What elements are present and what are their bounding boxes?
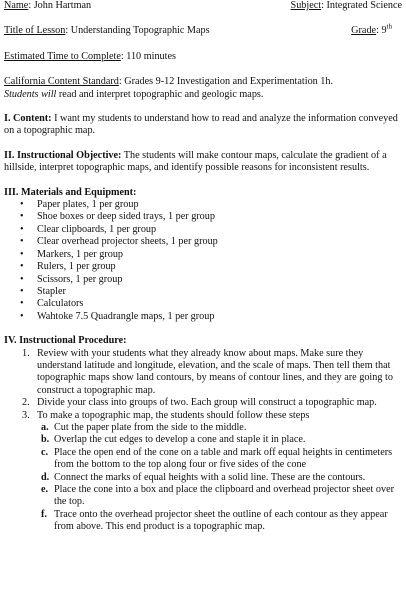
substep	[37, 509, 402, 534]
substep-text: Overlap the cut edges to develop a cone and staple it in place.	[54, 434, 306, 446]
substep-text: Trace onto the overhead projector sheet the outline of each contour as they appear from above. This end product is a topographic map.	[54, 508, 388, 533]
name-label: Name	[4, 0, 29, 11]
substep-letter: c.	[41, 446, 49, 458]
substeps-list	[37, 422, 402, 534]
title-value: : Understanding Topographic Maps	[65, 25, 210, 37]
substep	[37, 434, 402, 446]
grade-value: : 9	[376, 25, 387, 37]
objective-text: The students will make contour maps, calculate the gradient of a hillside, interpret topographic maps, and identify possible reasons for inconsistent results.	[4, 149, 387, 174]
substep-text: Place the open end of the cone on a table and mark off equal heights in centimeters from the bottom to the top along four or five sides of the cone	[54, 446, 393, 471]
step-number: 3.	[22, 409, 30, 421]
list-item: • Scissors, 1 per group	[4, 274, 402, 286]
step-text: Divide your class into groups of two. Each group will construct a topographic map.	[37, 397, 377, 409]
substep-letter: d.	[41, 471, 50, 483]
subject-field	[291, 0, 402, 12]
time-label: Estimated Time to Complete	[4, 50, 121, 62]
standard-label: California Content Standard	[4, 76, 119, 88]
standard-italic: Students will	[4, 88, 57, 100]
list-item: • Clear clipboards, 1 per group	[4, 224, 402, 236]
substep-letter: e.	[41, 484, 49, 495]
substep	[37, 447, 402, 472]
header-row-1	[4, 0, 402, 12]
procedure-heading: IV. Instructional Procedure:	[4, 335, 127, 347]
name-value: : John Hartman	[28, 0, 92, 11]
list-item: • Shoe boxes or deep sided trays, 1 per group	[4, 211, 402, 223]
step-number: 1.	[22, 347, 30, 359]
step-text: Review with your students what they already know about maps. Make sure they understand latitude and longitude, elevation, and the scale of maps. Then tell them that topographic maps show land contours, by means of contour lines, and they are going to construct a topographic map.	[37, 347, 393, 396]
substep-text: Place the cone into a box and place the clipboard and overhead projector sheet over the top.	[54, 484, 395, 508]
substep-letter: b.	[41, 434, 50, 446]
standard-text: : Grades 9-12 Investigation and Experimentation 1h.	[118, 76, 334, 88]
content-text: I want my students to understand how to read and analyze the information conveyed on a topographic map.	[4, 113, 398, 137]
time-value: : 110 minutes	[120, 50, 176, 62]
substep-text: Connect the marks of equal heights with a solid line. These are the contours.	[54, 471, 366, 483]
substep-letter: f.	[41, 508, 47, 520]
subject-label: Subject	[290, 0, 322, 11]
lesson-plan-page	[4, 0, 402, 534]
list-item: • Stapler	[4, 286, 402, 298]
objective-heading: II. Instructional Objective:	[4, 149, 122, 161]
materials-heading: III. Materials and Equipment:	[4, 186, 137, 198]
name-field	[4, 0, 91, 12]
substep-letter: a.	[41, 421, 49, 433]
procedure-step	[4, 397, 402, 409]
procedure-step	[4, 348, 402, 398]
step-number: 2.	[22, 397, 30, 409]
materials-section	[4, 187, 402, 323]
substep-text: Cut the paper plate from the side to the middle.	[54, 421, 247, 433]
list-item: • Rulers, 1 per group	[4, 261, 402, 273]
list-item: • Clear overhead projector sheets, 1 per group	[4, 236, 402, 248]
standard-line2: read and interpret topographic and geologic maps.	[56, 88, 264, 100]
procedure-section	[4, 335, 402, 534]
list-item: • Paper plates, 1 per group	[4, 199, 402, 211]
list-item: • Markers, 1 per group	[4, 249, 402, 261]
grade-label: Grade	[351, 25, 377, 37]
grade-superscript: th	[386, 23, 392, 32]
content-section	[4, 113, 402, 138]
substep	[37, 472, 402, 484]
step-text: To make a topographic map, the students should follow these steps	[37, 409, 310, 421]
procedure-step	[4, 410, 402, 534]
materials-list	[4, 199, 402, 323]
time-field	[4, 51, 402, 63]
list-item: • Wahtoke 7.5 Quadrangle maps, 1 per group	[4, 311, 402, 323]
subject-value: : Integrated Science	[321, 0, 402, 11]
title-label: Title of Lesson	[4, 25, 66, 37]
procedure-steps	[4, 348, 402, 534]
objective-section	[4, 150, 402, 175]
header-row-2	[4, 25, 402, 37]
list-item: • Calculators	[4, 298, 402, 310]
title-field	[4, 25, 210, 37]
content-heading: I. Content:	[4, 113, 52, 125]
grade-field	[351, 25, 402, 37]
substep	[37, 484, 402, 509]
substep	[37, 422, 402, 434]
standard-section	[4, 76, 402, 101]
